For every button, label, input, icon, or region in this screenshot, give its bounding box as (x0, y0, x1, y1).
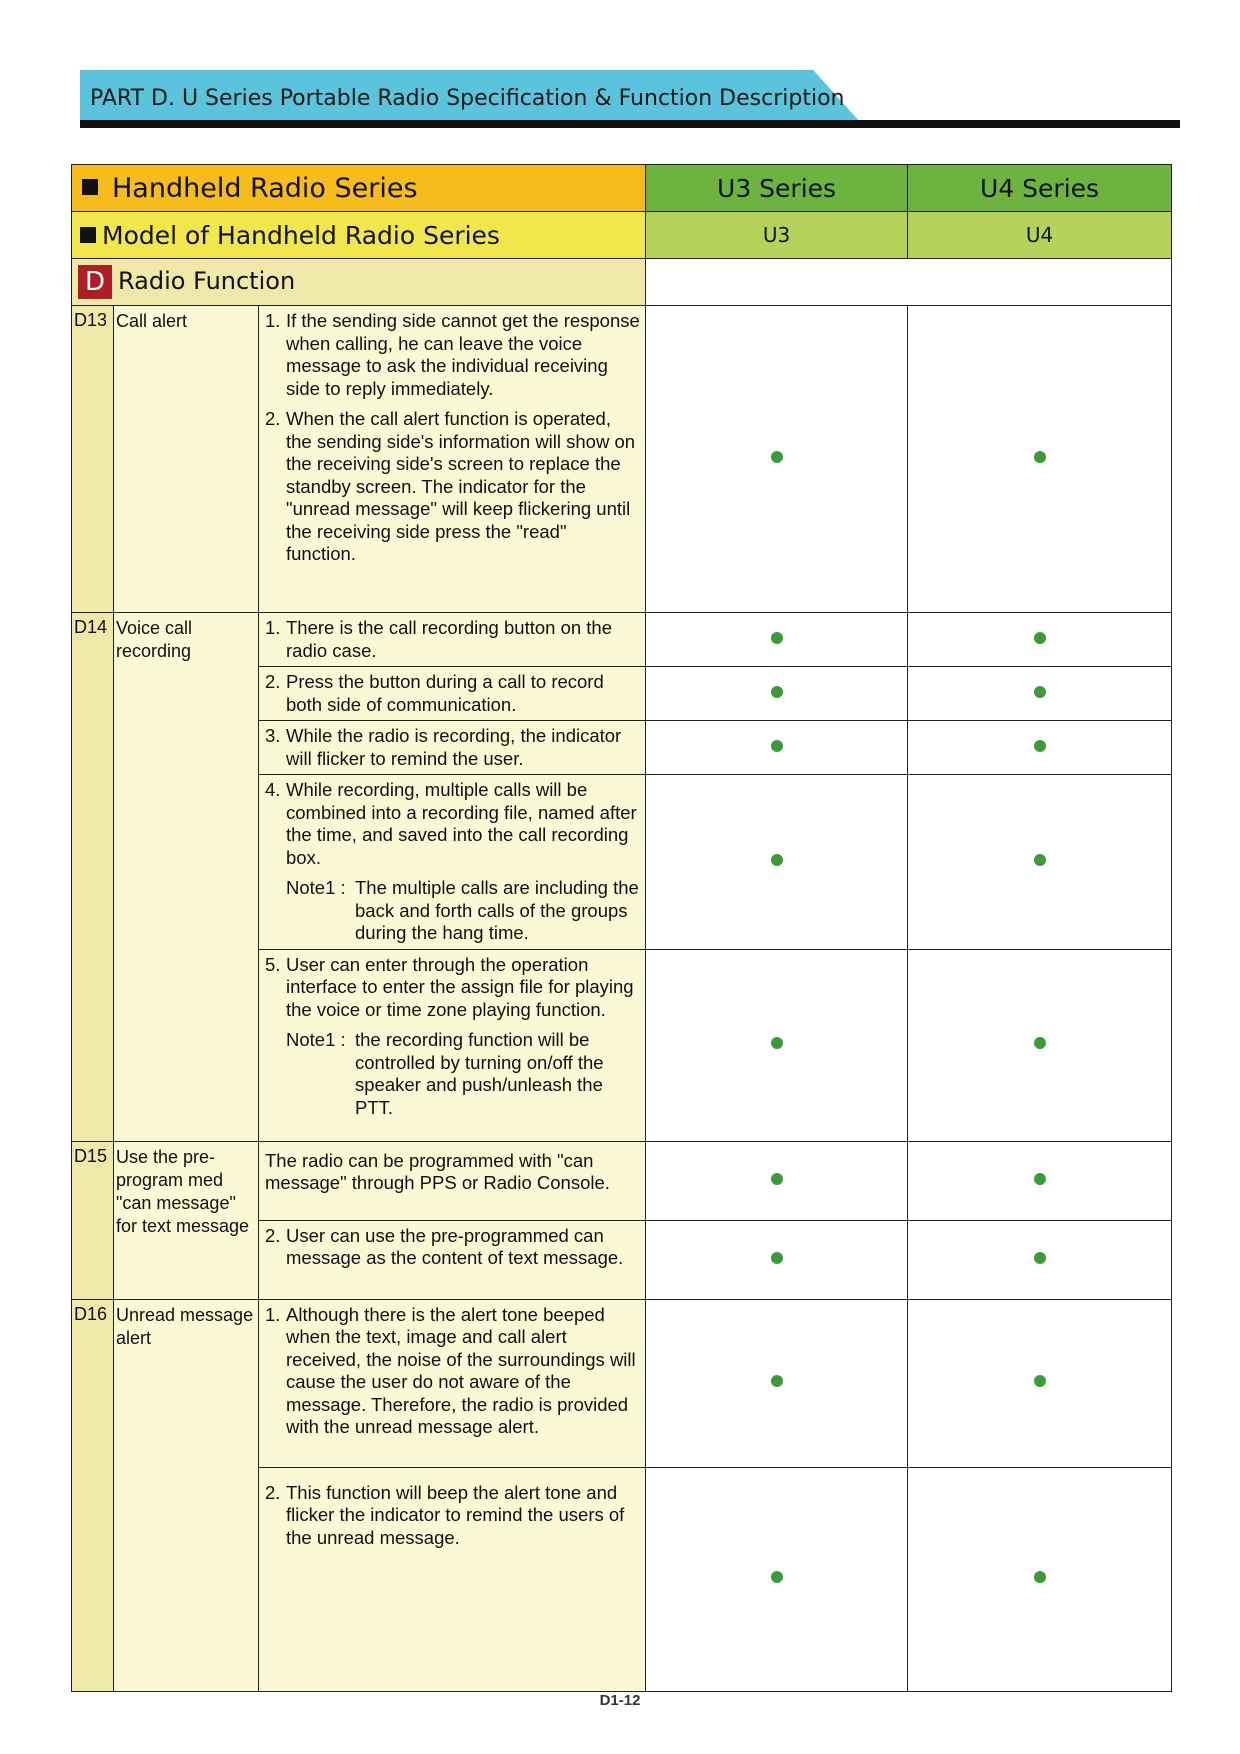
table-row (72, 1141, 1172, 1220)
item-number: 2. (265, 671, 281, 692)
check-cell-u3 (646, 306, 908, 613)
spec-table (71, 164, 1172, 1692)
check-cell-u3 (646, 1220, 908, 1299)
item-number: 4. (265, 779, 281, 800)
item-number: 1. (265, 1303, 281, 1325)
item-number: 2. (265, 408, 281, 429)
check-cell-u4 (908, 667, 1172, 721)
row-description (259, 1467, 646, 1691)
row-description (259, 1299, 646, 1467)
row-description (259, 306, 646, 613)
series-u4: U4 Series (908, 165, 1172, 212)
supported-dot-icon (771, 1252, 783, 1264)
supported-dot-icon (771, 1037, 783, 1049)
row-code: D14 (72, 613, 114, 1142)
supported-dot-icon (1034, 1037, 1046, 1049)
check-cell-u4 (908, 949, 1172, 1141)
supported-dot-icon (1034, 740, 1046, 752)
note-label: Note1 : (286, 877, 346, 898)
page-number: D1-12 (599, 1692, 641, 1709)
item-text: User can use the pre-programmed can message as the content of text message. (286, 1224, 624, 1268)
item-number: 1. (265, 617, 281, 638)
table-row (72, 1299, 1172, 1467)
note-text: the recording function will be controlled by turning on/off the speaker and push/unleash the PTT. (355, 1029, 604, 1118)
series-u3: U3 Series (646, 165, 908, 212)
supported-dot-icon (771, 686, 783, 698)
row-code: D13 (72, 306, 114, 613)
series-header (72, 165, 646, 212)
check-cell-u3 (646, 1299, 908, 1467)
check-cell-u4 (908, 613, 1172, 667)
row-description (259, 1141, 646, 1220)
supported-dot-icon (1034, 854, 1046, 866)
row-description (259, 1220, 646, 1299)
supported-dot-icon (1034, 451, 1046, 463)
supported-dot-icon (1034, 686, 1046, 698)
supported-dot-icon (771, 854, 783, 866)
row-description (259, 613, 646, 667)
check-cell-u4 (908, 1141, 1172, 1220)
check-cell-u3 (646, 1141, 908, 1220)
item-number: 5. (265, 953, 281, 975)
check-cell-u4 (908, 1467, 1172, 1691)
model-label: Model of Handheld Radio Series (102, 220, 500, 250)
row-name: Call alert (114, 306, 259, 613)
note-label: Note1 : (286, 1029, 346, 1050)
item-number: 1. (265, 310, 281, 331)
check-cell-u3 (646, 1467, 908, 1691)
item-text: Although there is the alert tone beeped when the text, image and call alert received, the noise of the surroundings will cause the user do not aware of the message. Therefore, the radio is provided with the unread message alert. (286, 1303, 636, 1437)
supported-dot-icon (1034, 1173, 1046, 1185)
supported-dot-icon (771, 1173, 783, 1185)
section-letter-badge: D (78, 265, 112, 299)
supported-dot-icon (771, 740, 783, 752)
page-header-title: PART D. U Series Portable Radio Specification & Function Description (90, 86, 845, 111)
item-text: While the radio is recording, the indicator will flicker to remind the user. (286, 725, 622, 769)
row-description (259, 775, 646, 950)
item-text: If the sending side cannot get the response when calling, he can leave the voice message to ask the individual receiving side to reply immediately. (286, 310, 640, 399)
model-header-row (72, 212, 1172, 259)
item-text: While recording, multiple calls will be combined into a recording file, named after the time, and saved into the call recording box. (286, 779, 637, 868)
supported-dot-icon (771, 451, 783, 463)
item-number: 3. (265, 725, 281, 746)
row-code: D16 (72, 1299, 114, 1691)
check-cell-u3 (646, 775, 908, 950)
row-name: Voice call recording (114, 613, 259, 1142)
row-description (259, 949, 646, 1141)
model-u3: U3 (646, 212, 908, 259)
section-header (72, 259, 646, 306)
row-name: Use the pre-program med "can message" for text message (114, 1141, 259, 1299)
supported-dot-icon (771, 1571, 783, 1583)
item-text: The radio can be programmed with "can message" through PPS or Radio Console. (265, 1149, 610, 1193)
section-title: Radio Function (118, 267, 296, 295)
check-cell-u3 (646, 667, 908, 721)
model-header (72, 212, 646, 259)
supported-dot-icon (1034, 1571, 1046, 1583)
header-rule (80, 120, 1180, 128)
item-text: When the call alert function is operated, the sending side's information will show on the receiving side's screen to replace the standby screen. The indicator for the "unread message" will keep flickering until the receiving side press the "read" function. (286, 408, 636, 564)
table-row (72, 306, 1172, 613)
check-cell-u3 (646, 613, 908, 667)
supported-dot-icon (1034, 1375, 1046, 1387)
item-text: User can enter through the operation interface to enter the assign file for playing the voice or time zone playing function. (286, 953, 634, 1020)
check-cell-u4 (908, 1220, 1172, 1299)
item-text: Press the button during a call to record both side of communication. (286, 671, 604, 715)
item-number: 2. (265, 1481, 281, 1503)
bullet-square-icon (80, 227, 96, 243)
supported-dot-icon (771, 1375, 783, 1387)
item-number: 2. (265, 1224, 281, 1246)
row-name: Unread message alert (114, 1299, 259, 1691)
model-u4: U4 (908, 212, 1172, 259)
row-code: D15 (72, 1141, 114, 1299)
check-cell-u4 (908, 721, 1172, 775)
supported-dot-icon (771, 632, 783, 644)
section-blank (646, 259, 1172, 306)
series-label: Handheld Radio Series (112, 172, 418, 204)
note-text: The multiple calls are including the back and forth calls of the groups during the hang time. (355, 877, 639, 943)
item-text: There is the call recording button on the radio case. (286, 617, 612, 661)
item-text: This function will beep the alert tone and flicker the indicator to remind the users of the unread message. (286, 1481, 625, 1548)
check-cell-u4 (908, 306, 1172, 613)
check-cell-u3 (646, 721, 908, 775)
check-cell-u3 (646, 949, 908, 1141)
row-description (259, 721, 646, 775)
supported-dot-icon (1034, 1252, 1046, 1264)
table-row (72, 613, 1172, 667)
series-header-row (72, 165, 1172, 212)
section-row (72, 259, 1172, 306)
supported-dot-icon (1034, 632, 1046, 644)
check-cell-u4 (908, 775, 1172, 950)
row-description (259, 667, 646, 721)
check-cell-u4 (908, 1299, 1172, 1467)
bullet-square-icon (82, 179, 98, 195)
